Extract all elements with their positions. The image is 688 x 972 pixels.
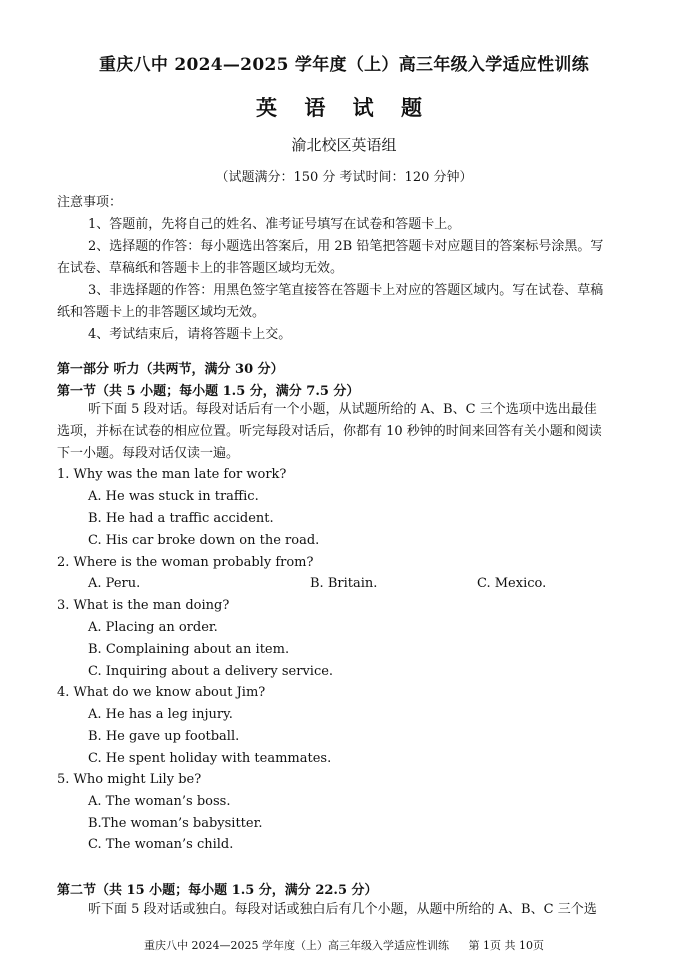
option-a: A. He was stuck in traffic.	[88, 489, 259, 504]
note-item: 3、非选择题的作答：用黑色签字笔直接答在答题卡上对应的答题区域内。写在试卷、草稿	[88, 283, 604, 298]
section2-heading: 第二节（共 15 小题；每小题 1.5 分，满分 22.5 分）	[57, 883, 378, 898]
option-a: A. Peru.	[88, 576, 141, 591]
exam-title: 重庆八中 2024—2025 学年度（上）高三年级入学适应性训练	[98, 55, 590, 75]
section1-instructions: 选项，并标在试卷的相应位置。听完每段对话后，你都有 10 秒钟的时间来回答有关小题和阅读	[57, 424, 602, 439]
question-stem: 1. Why was the man late for work?	[57, 467, 287, 482]
section1-instructions: 下一小题。每段对话仅读一遍。	[57, 446, 240, 461]
option-a: A. The woman’s boss.	[88, 794, 231, 809]
section1-heading: 第一节（共 5 小题；每小题 1.5 分，满分 7.5 分）	[57, 384, 360, 399]
note-item: 纸和答题卡上的非答题区域均无效。	[57, 305, 266, 320]
option-b: B. He had a traffic accident.	[88, 511, 274, 526]
option-c: C. The woman’s child.	[88, 837, 234, 852]
note-item: 4、考试结束后，请将答题卡上交。	[88, 327, 292, 342]
section1-instructions: 听下面 5 段对话。每段对话后有一个小题，从试题所给的 A、B、C 三个选项中选出最佳	[88, 402, 597, 417]
option-b: B.The woman’s babysitter.	[88, 816, 263, 831]
note-item: 在试卷、草稿纸和答题卡上的非答题区域均无效。	[57, 261, 344, 276]
page-number: 第 1页 共 10页	[468, 939, 544, 952]
question-stem: 4. What do we know about Jim?	[57, 685, 266, 700]
note-item: 1、答题前，先将自己的姓名、准考证号填写在试卷和答题卡上。	[88, 217, 461, 232]
question-stem: 5. Who might Lily be?	[57, 772, 202, 787]
option-b: B. He gave up football.	[88, 729, 240, 744]
option-b: B. Britain.	[310, 576, 378, 591]
option-a: A. Placing an order.	[88, 620, 218, 635]
campus-group: 渝北校区英语组	[291, 136, 397, 154]
option-c: C. His car broke down on the road.	[88, 533, 320, 548]
exam-meta: （试题满分：150 分 考试时间：120 分钟）	[215, 170, 473, 185]
section2-instructions: 听下面 5 段对话或独白。每段对话或独白后有几个小题，从题中所给的 A、B、C 三个选	[88, 902, 597, 917]
option-c: C. He spent holiday with teammates.	[88, 751, 332, 766]
footer-title: 重庆八中 2024—2025 学年度（上）高三年级入学适应性训练	[144, 939, 449, 952]
part1-heading: 第一部分 听力（共两节，满分 30 分）	[57, 362, 284, 377]
option-b: B. Complaining about an item.	[88, 642, 290, 657]
option-a: A. He has a leg injury.	[88, 707, 233, 722]
option-c: C. Inquiring about a delivery service.	[88, 664, 334, 679]
question-stem: 3. What is the man doing?	[57, 598, 230, 613]
page-footer	[0, 937, 688, 953]
exam-subject: 英 语 试 题	[256, 95, 432, 120]
question-stem: 2. Where is the woman probably from?	[57, 555, 314, 570]
note-item: 2、选择题的作答：每小题选出答案后，用 2B 铅笔把答题卡对应题目的答案标号涂黑。写	[88, 239, 604, 254]
option-c: C. Mexico.	[477, 576, 547, 591]
notes-heading: 注意事项：	[57, 195, 123, 210]
